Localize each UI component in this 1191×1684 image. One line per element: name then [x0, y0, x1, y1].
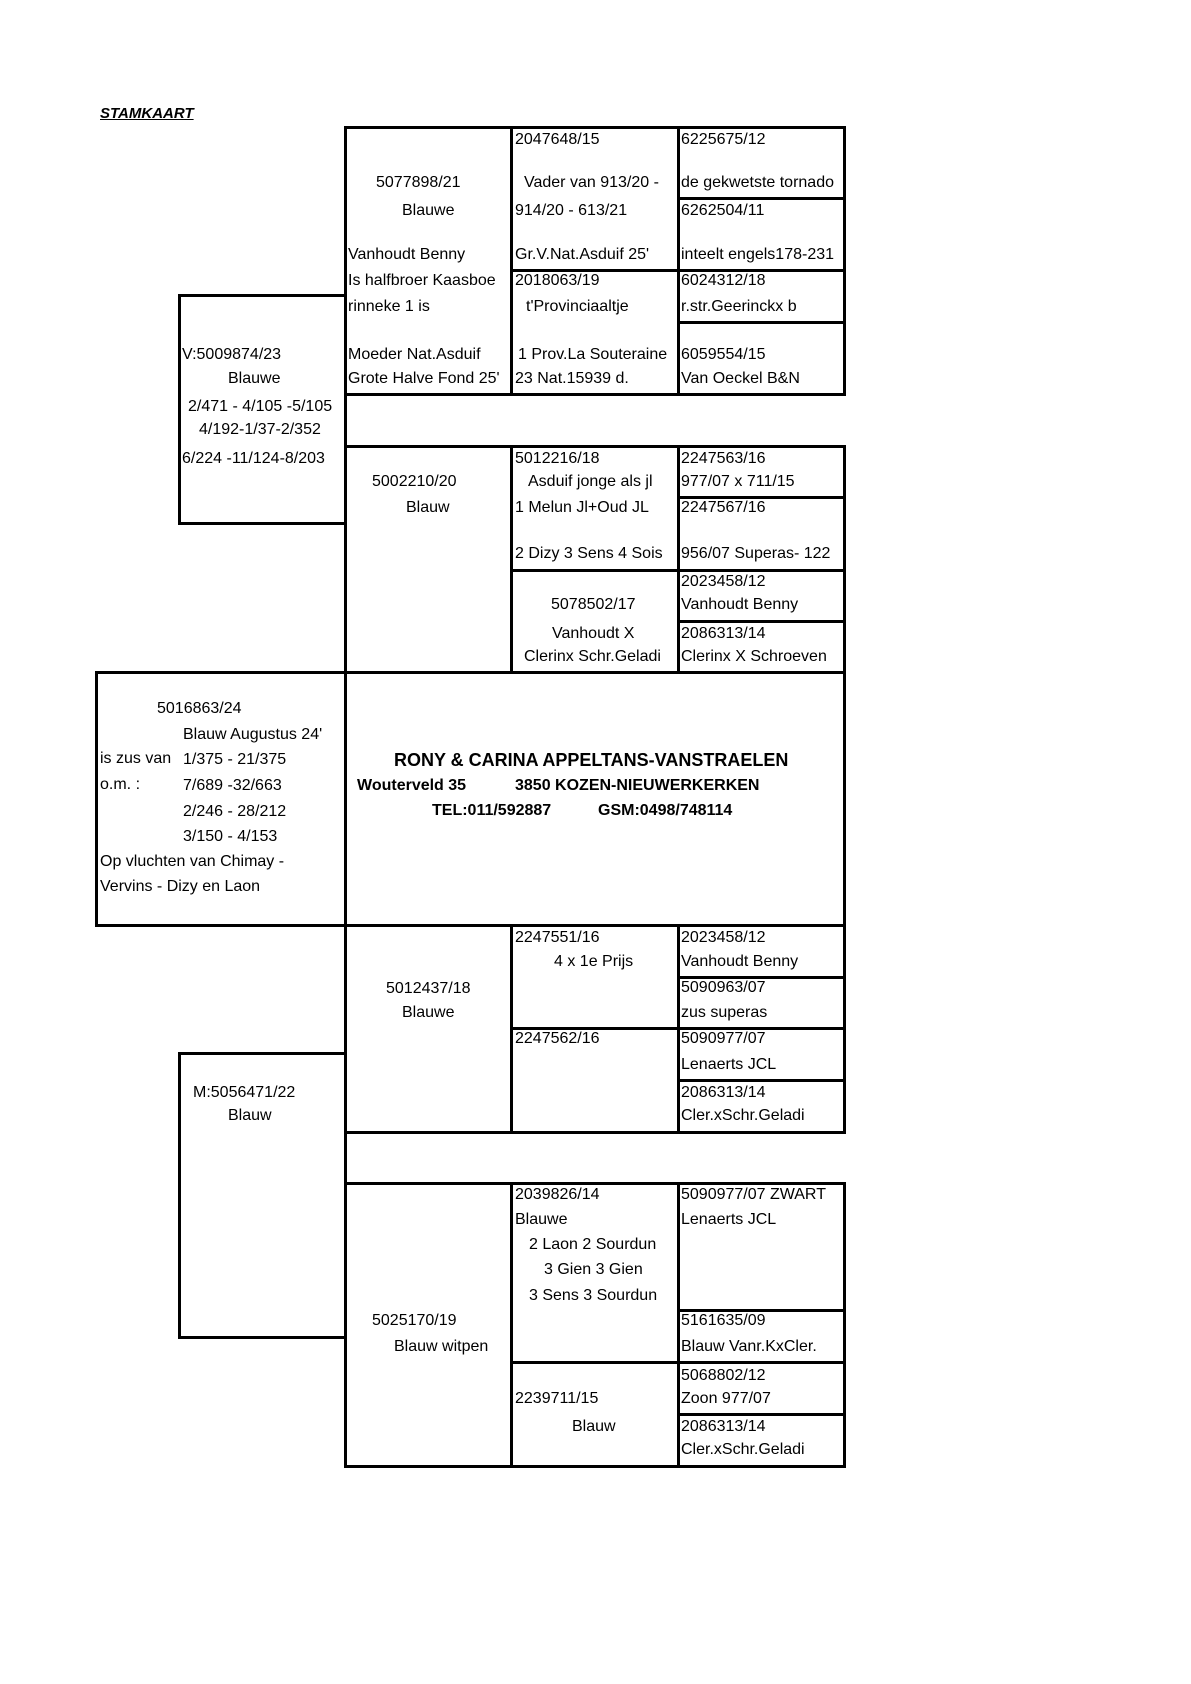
gen4-ring: 6262504/11	[681, 202, 765, 219]
fmm-ring: 5078502/17	[551, 596, 636, 613]
mmm-line: Blauw	[572, 1418, 616, 1435]
ff-line: rinneke 1 is	[348, 298, 430, 315]
ffm-ring: 2018063/19	[515, 272, 600, 289]
mf-ring: 5012437/18	[386, 980, 471, 997]
fmm-line: Clerinx Schr.Geladi	[524, 648, 661, 665]
mf-line: Blauwe	[402, 1004, 455, 1021]
gen4-line: Zoon 977/07	[681, 1390, 771, 1407]
owner-city: 3850 KOZEN-NIEUWERKERKEN	[515, 777, 760, 794]
gen4-ring: 5161635/09	[681, 1312, 766, 1329]
gen4-line: 956/07 Superas- 122	[681, 545, 831, 562]
fff-line: Vader van 913/20 -	[524, 174, 659, 191]
father-line: 4/192-1/37-2/352	[199, 421, 321, 438]
gen4-ring: 5090963/07	[681, 979, 766, 996]
gen4-line: r.str.Geerinckx b	[681, 298, 797, 315]
mf-box	[344, 924, 513, 1134]
subject-line: is zus van	[100, 750, 172, 767]
mmf-line: 3 Sens 3 Sourdun	[529, 1287, 658, 1304]
gen4-line: 977/07 x 711/15	[681, 473, 795, 490]
mother-ring: M:5056471/22	[193, 1084, 296, 1101]
fmf-line: 1 Melun Jl+Oud JL	[515, 499, 649, 516]
page-title: STAMKAART	[100, 105, 194, 122]
fmm-line: Vanhoudt X	[552, 625, 635, 642]
gen4-line: Cler.xSchr.Geladi	[681, 1441, 805, 1458]
gen4-line: Vanhoudt Benny	[681, 953, 799, 970]
mmf-line: 3 Gien 3 Gien	[544, 1261, 643, 1278]
subject-line: 7/689 -32/663	[183, 777, 282, 794]
owner-tel: TEL:011/592887	[432, 802, 552, 819]
gen4-ring: 6225675/12	[681, 131, 766, 148]
mfm-ring: 2247562/16	[515, 1030, 600, 1047]
owner-name: RONY & CARINA APPELTANS-VANSTRAELEN	[394, 750, 789, 770]
fmf-line: Asduif jonge als jl	[528, 473, 653, 490]
subject-line: 2/246 - 28/212	[183, 803, 287, 820]
gen4-line: inteelt engels178-231	[681, 246, 835, 263]
gen4-ring: 2023458/12	[681, 929, 766, 946]
gen4-ring: 5090977/07 ZWART	[681, 1186, 826, 1203]
gen4-line: de gekwetste tornado	[681, 174, 834, 191]
mff-ring: 2247551/16	[515, 929, 600, 946]
fff-ring: 2047648/15	[515, 131, 600, 148]
father-line: 2/471 - 4/105 -5/105	[188, 398, 333, 415]
ff-ring: 5077898/21	[376, 174, 461, 191]
ffm-line: 23 Nat.15939 d.	[515, 370, 629, 387]
mmf-line: 2 Laon 2 Sourdun	[529, 1236, 657, 1253]
mmm-ring: 2239711/15	[515, 1390, 599, 1407]
ff-line: Is halfbroer Kaasboe	[348, 272, 496, 289]
gen4-line: Cler.xSchr.Geladi	[681, 1107, 805, 1124]
spacer-box	[344, 393, 846, 448]
ff-line: Blauwe	[402, 202, 455, 219]
gen4-line: Vanhoudt Benny	[681, 596, 799, 613]
fm-line: Blauw	[406, 499, 450, 516]
mother-line: Blauw	[228, 1107, 272, 1124]
owner-gsm: GSM:0498/748114	[598, 802, 733, 819]
father-line: Blauwe	[228, 370, 281, 387]
ff-line: Vanhoudt Benny	[348, 246, 466, 263]
gen4-ring: 2086313/14	[681, 625, 766, 642]
gen4-ring: 2086313/14	[681, 1084, 766, 1101]
ff-line: Moeder Nat.Asduif	[348, 346, 481, 363]
gen4-line: Lenaerts JCL	[681, 1211, 777, 1228]
gen4-ring: 5090977/07	[681, 1030, 766, 1047]
mmm-box	[510, 1361, 680, 1468]
mmf-ring: 2039826/14	[515, 1186, 600, 1203]
gen4-ring: 5068802/12	[681, 1367, 766, 1384]
gen4-line: zus superas	[681, 1004, 768, 1021]
gen4-ring: 6024312/18	[681, 272, 766, 289]
subject-line: o.m. :	[100, 776, 141, 793]
gen4-line: Van Oeckel B&N	[681, 370, 800, 387]
gen4-line: Lenaerts JCL	[681, 1056, 777, 1073]
father-line: 6/224 -11/124-8/203	[182, 450, 325, 467]
subject-ring: 5016863/24	[157, 700, 242, 717]
mmf-line: Blauwe	[515, 1211, 568, 1228]
gen4-ring: 6059554/15	[681, 346, 766, 363]
subject-line: Vervins - Dizy en Laon	[100, 878, 261, 895]
gen4-line: Clerinx X Schroeven	[681, 648, 827, 665]
ff-line: Grote Halve Fond 25'	[348, 370, 500, 387]
fmf-ring: 5012216/18	[515, 450, 600, 467]
mm-line: Blauw witpen	[394, 1338, 489, 1355]
subject-line: Op vluchten van Chimay -	[100, 853, 285, 870]
father-ring: V:5009874/23	[182, 346, 282, 363]
subject-line: 3/150 - 4/153	[183, 828, 278, 845]
ffm-line: 1 Prov.La Souteraine	[518, 346, 668, 363]
owner-street: Wouterveld 35	[357, 777, 467, 794]
gen4-ring: 2247567/16	[681, 499, 766, 516]
spacer-box	[344, 1131, 846, 1185]
owner-box	[344, 671, 846, 927]
fmf-line: 2 Dizy 3 Sens 4 Sois	[515, 545, 663, 562]
gen4-ring: 2247563/16	[681, 450, 766, 467]
gen4-ring: 2086313/14	[681, 1418, 766, 1435]
fff-line: 914/20 - 613/21	[515, 202, 628, 219]
gen4-ring: 2023458/12	[681, 573, 766, 590]
mm-ring: 5025170/19	[372, 1312, 457, 1329]
subject-line: 1/375 - 21/375	[183, 751, 287, 768]
fff-line: Gr.V.Nat.Asduif 25'	[515, 246, 650, 263]
mff-line: 4 x 1e Prijs	[554, 953, 634, 970]
subject-line: Blauw Augustus 24'	[183, 726, 323, 743]
ffm-line: t'Provinciaaltje	[526, 298, 629, 315]
gen4-line: Blauw Vanr.KxCler.	[681, 1338, 817, 1355]
fm-ring: 5002210/20	[372, 473, 457, 490]
